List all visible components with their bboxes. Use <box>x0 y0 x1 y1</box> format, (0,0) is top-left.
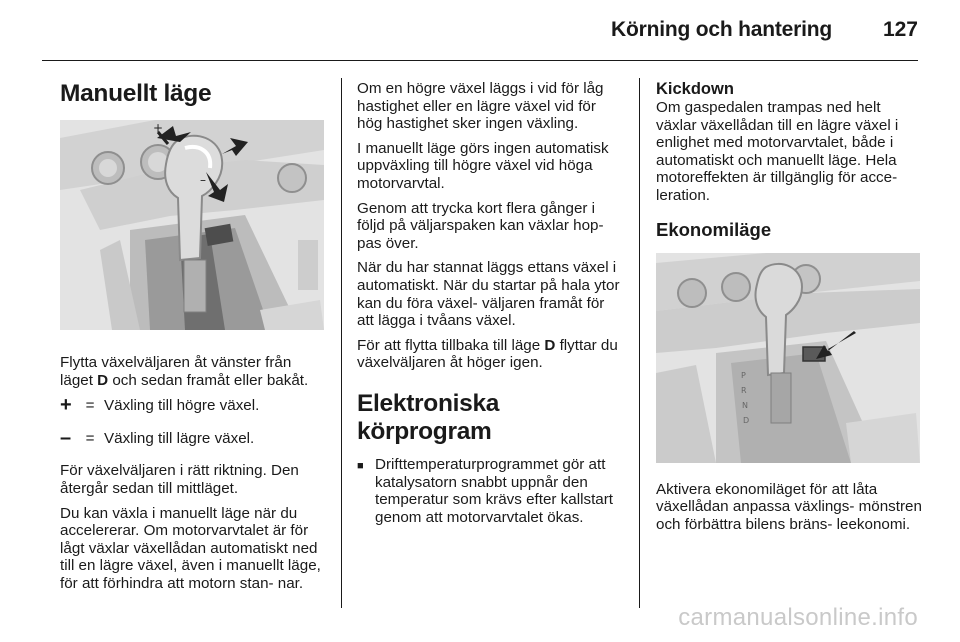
plus-symbol: + <box>60 394 72 417</box>
paragraph-no-shift: Om en högre växel läggs i vid för låg hastighet eller en lägre växel vid för hög hastighet sker ingen växling. <box>357 80 604 133</box>
column-2 <box>357 80 625 526</box>
bullet-square-icon: ■ <box>357 459 364 472</box>
equals-sign: = <box>85 429 95 447</box>
paragraph-skip-gears: Genom att trycka kort flera gånger i följd på väljarspaken kan växlar hop- pas över. <box>357 199 604 252</box>
bullet-text: Drifttemperaturprogrammet gör att katalysatorn snabbt uppnår den temperatur som krävs efter kallstart genom att motorvarvtalet ökas. <box>375 455 614 526</box>
paragraph-eco-mode: Aktivera ekonomiläget för att låta växellådan anpassa växlings- mönstren och förbättra bilens bräns- leekonomi. <box>656 480 922 533</box>
svg-text:N: N <box>742 400 748 410</box>
column-1 <box>60 80 328 600</box>
upshift-row <box>60 394 328 417</box>
minus-symbol: – <box>60 427 72 450</box>
page-header-title: Körning och hantering <box>611 18 832 41</box>
paragraph-kickdown: Om gaspedalen trampas ned helt växlar växellådan till en lägre växel i enlighet med motorvarvtalet, både i automatiskt och manuellt läge. Hela motoreffekten är tillgänglig för acce- leration. <box>656 99 899 204</box>
header-rule <box>42 60 918 61</box>
intro-paragraph: Flytta växelväljaren åt vänster från läget D och sedan framåt eller bakåt. <box>60 354 309 389</box>
equals-sign: = <box>85 397 95 415</box>
watermark-text: carmanualsonline.info <box>678 604 918 631</box>
eco-mode-figure <box>656 253 920 463</box>
list-item <box>357 456 625 526</box>
section-title-manual-mode: Manuellt läge <box>60 80 212 107</box>
paragraph-direction: För växelväljaren i rätt riktning. Den återgår sedan till mittläget. <box>60 462 299 497</box>
downshift-text: Växling till lägre växel. <box>104 429 255 447</box>
svg-text:–: – <box>200 173 206 187</box>
svg-text:R: R <box>741 385 747 395</box>
gear-selector-illustration <box>60 120 324 330</box>
paragraph-no-auto-upshift: I manuellt läge görs ingen automatisk uppväxling till högre växel vid höga motorvarvtal. <box>357 139 609 192</box>
gear-selector-figure <box>60 120 324 330</box>
paragraph-first-gear: När du har stannat läggs ettans växel i automatiskt. När du startar på hala ytor kan du föra växel- väljaren framåt för att lägga i tvåans växel. <box>357 259 620 330</box>
paragraph-manual-acceleration: Du kan växla i manuellt läge när du accelererar. Om motorvarvtalet är för lågt växlar växellådan automatiskt ned till en lägre växel, även i manuellt läge, för att förhindra att motorn stan- nar. <box>60 504 321 592</box>
svg-text:+: + <box>153 121 164 135</box>
svg-text:P: P <box>741 370 746 380</box>
column-divider-2 <box>639 78 640 608</box>
eco-button-illustration <box>656 253 920 463</box>
column-divider-1 <box>341 78 342 608</box>
section-title-electronic-programs: Elektroniska körprogram <box>357 389 500 445</box>
paragraph-back-to-d: För att flytta tillbaka till läge D flyttar du växelväljaren åt höger igen. <box>357 336 618 372</box>
subtitle-eco-mode: Ekonomiläge <box>656 218 772 240</box>
page-number: 127 <box>882 18 918 41</box>
downshift-row <box>60 427 328 450</box>
svg-text:D: D <box>743 415 750 425</box>
subtitle-kickdown: Kickdown <box>656 80 734 98</box>
upshift-text: Växling till högre växel. <box>104 397 260 415</box>
column-3 <box>656 80 924 540</box>
